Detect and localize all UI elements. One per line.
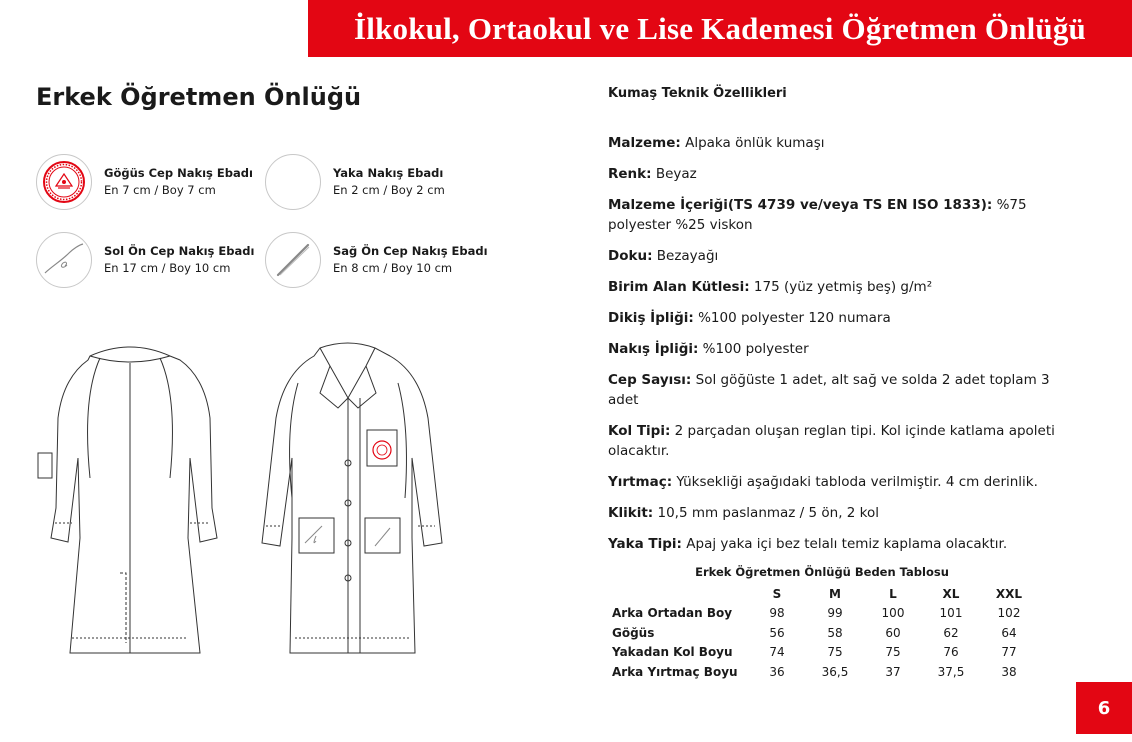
table-cell: 36,5 bbox=[821, 664, 849, 679]
spec-item bbox=[608, 246, 1078, 266]
spec-item bbox=[608, 370, 1078, 410]
spec-label: Malzeme İçeriği(TS 4739 ve/veya TS EN ISO 1833): bbox=[608, 197, 993, 213]
row-label: Arka Ortadan Boy bbox=[612, 606, 733, 621]
table-cell: 64 bbox=[1001, 625, 1017, 640]
table-cell: 60 bbox=[885, 625, 901, 640]
table-cell: 99 bbox=[827, 606, 843, 621]
spec-item bbox=[608, 133, 1078, 153]
page-number: 6 bbox=[1076, 682, 1132, 734]
size-table-header bbox=[608, 584, 1038, 604]
pen-stroke-icon bbox=[36, 232, 92, 288]
spec-label: Malzeme: bbox=[608, 135, 681, 151]
spec-item bbox=[608, 472, 1078, 492]
table-cell: 76 bbox=[943, 645, 959, 660]
spec-value: %100 polyester bbox=[698, 341, 809, 357]
spec-value: 2 parçadan oluşan reglan tipi. Kol içinde katlama apoleti olacaktır. bbox=[608, 423, 1055, 459]
spec-item bbox=[608, 195, 1078, 235]
spec-item bbox=[608, 277, 1078, 297]
spec-label: Birim Alan Kütlesi: bbox=[608, 279, 750, 295]
size-column-header: XXL bbox=[995, 586, 1023, 601]
page-title: Erkek Öğretmen Önlüğü bbox=[36, 83, 362, 111]
spec-value: 175 (yüz yetmiş beş) g/m² bbox=[749, 279, 933, 295]
embroidery-title: Sağ Ön Cep Nakış Ebadı bbox=[333, 244, 488, 258]
spec-label: Yırtmaç: bbox=[608, 474, 673, 490]
spec-value: Alpaka önlük kumaşı bbox=[680, 135, 825, 151]
embroidery-size: En 7 cm / Boy 7 cm bbox=[104, 183, 216, 197]
spec-item bbox=[608, 339, 1078, 359]
table-cell: 100 bbox=[881, 606, 905, 621]
table-cell: 101 bbox=[939, 606, 963, 621]
spec-value: Sol göğüste 1 adet, alt sağ ve solda 2 adet toplam 3 adet bbox=[608, 372, 1050, 408]
embroidery-size: En 17 cm / Boy 10 cm bbox=[104, 261, 231, 275]
table-cell: 98 bbox=[769, 606, 785, 621]
spec-item bbox=[608, 421, 1078, 461]
spec-label: Kol Tipi: bbox=[608, 423, 671, 439]
embroidery-collar bbox=[265, 154, 445, 210]
size-column-header: M bbox=[829, 586, 841, 601]
header-banner bbox=[308, 0, 1132, 57]
table-cell: 58 bbox=[827, 625, 843, 640]
spec-value: Beyaz bbox=[651, 166, 697, 182]
spec-value: Yüksekliği aşağıdaki tabloda verilmiştir. 4 cm derinlik. bbox=[672, 474, 1038, 490]
table-cell: 74 bbox=[769, 645, 785, 660]
spec-value: 10,5 mm paslanmaz / 5 ön, 2 kol bbox=[653, 505, 880, 521]
size-column-header: L bbox=[889, 586, 897, 601]
table-cell: 37,5 bbox=[937, 664, 965, 679]
spec-value: Apaj yaka içi bez telalı temiz kaplama olacaktır. bbox=[681, 536, 1008, 552]
spec-label: Cep Sayısı: bbox=[608, 372, 692, 388]
embroidery-title: Sol Ön Cep Nakış Ebadı bbox=[104, 244, 255, 258]
ministry-seal-icon bbox=[36, 154, 92, 210]
spec-list bbox=[608, 133, 1078, 565]
table-cell: 77 bbox=[1001, 645, 1017, 660]
spec-label: Dikiş İpliği: bbox=[608, 310, 694, 326]
table-cell: 102 bbox=[997, 606, 1021, 621]
spec-label: Doku: bbox=[608, 248, 653, 264]
spec-item bbox=[608, 308, 1078, 328]
table-cell: 62 bbox=[943, 625, 959, 640]
table-cell: 56 bbox=[769, 625, 785, 640]
specs-heading: Kumaş Teknik Özellikleri bbox=[608, 86, 787, 101]
spec-value: %100 polyester 120 numara bbox=[693, 310, 891, 326]
table-cell: 75 bbox=[827, 645, 843, 660]
spec-value: %75 polyester %25 viskon bbox=[608, 197, 1027, 233]
table-cell: 75 bbox=[885, 645, 901, 660]
table-row bbox=[608, 643, 1038, 663]
garment-back-view bbox=[38, 347, 217, 653]
table-row bbox=[608, 604, 1038, 624]
table-cell: 38 bbox=[1001, 664, 1017, 679]
table-cell: 37 bbox=[885, 664, 901, 679]
embroidery-size: En 8 cm / Boy 10 cm bbox=[333, 261, 453, 275]
spec-value: Bezayağı bbox=[652, 248, 719, 264]
row-label: Göğüs bbox=[612, 625, 655, 640]
table-cell: 36 bbox=[769, 664, 785, 679]
size-table-title: Erkek Öğretmen Önlüğü Beden Tablosu bbox=[695, 565, 949, 579]
pencil-stroke-icon bbox=[265, 232, 321, 288]
size-column-header: XL bbox=[942, 586, 960, 601]
spec-item bbox=[608, 164, 1078, 184]
garment-technical-drawing bbox=[30, 338, 470, 663]
embroidery-size: En 2 cm / Boy 2 cm bbox=[333, 183, 445, 197]
table-row bbox=[608, 623, 1038, 643]
spec-label: Yaka Tipi: bbox=[608, 536, 682, 552]
row-label: Yakadan Kol Boyu bbox=[612, 645, 733, 660]
embroidery-right-front-pocket bbox=[265, 232, 488, 288]
spec-label: Klikit: bbox=[608, 505, 654, 521]
size-table bbox=[608, 584, 1038, 682]
header-title: İlkokul, Ortaokul ve Lise Kademesi Öğretmen Önlüğü bbox=[354, 10, 1086, 46]
crescent-icon bbox=[265, 154, 321, 210]
spec-item bbox=[608, 503, 1078, 523]
embroidery-chest-pocket bbox=[36, 154, 253, 210]
size-table-corner bbox=[608, 584, 748, 604]
row-label: Arka Yırtmaç Boyu bbox=[612, 664, 738, 679]
spec-item bbox=[608, 534, 1078, 554]
spec-label: Nakış İpliği: bbox=[608, 341, 699, 357]
embroidery-title: Yaka Nakış Ebadı bbox=[333, 166, 444, 180]
embroidery-title: Göğüs Cep Nakış Ebadı bbox=[104, 166, 253, 180]
table-row bbox=[608, 662, 1038, 682]
garment-front-view bbox=[262, 343, 442, 653]
size-column-header: S bbox=[772, 586, 782, 601]
embroidery-left-front-pocket bbox=[36, 232, 254, 288]
spec-label: Renk: bbox=[608, 166, 652, 182]
